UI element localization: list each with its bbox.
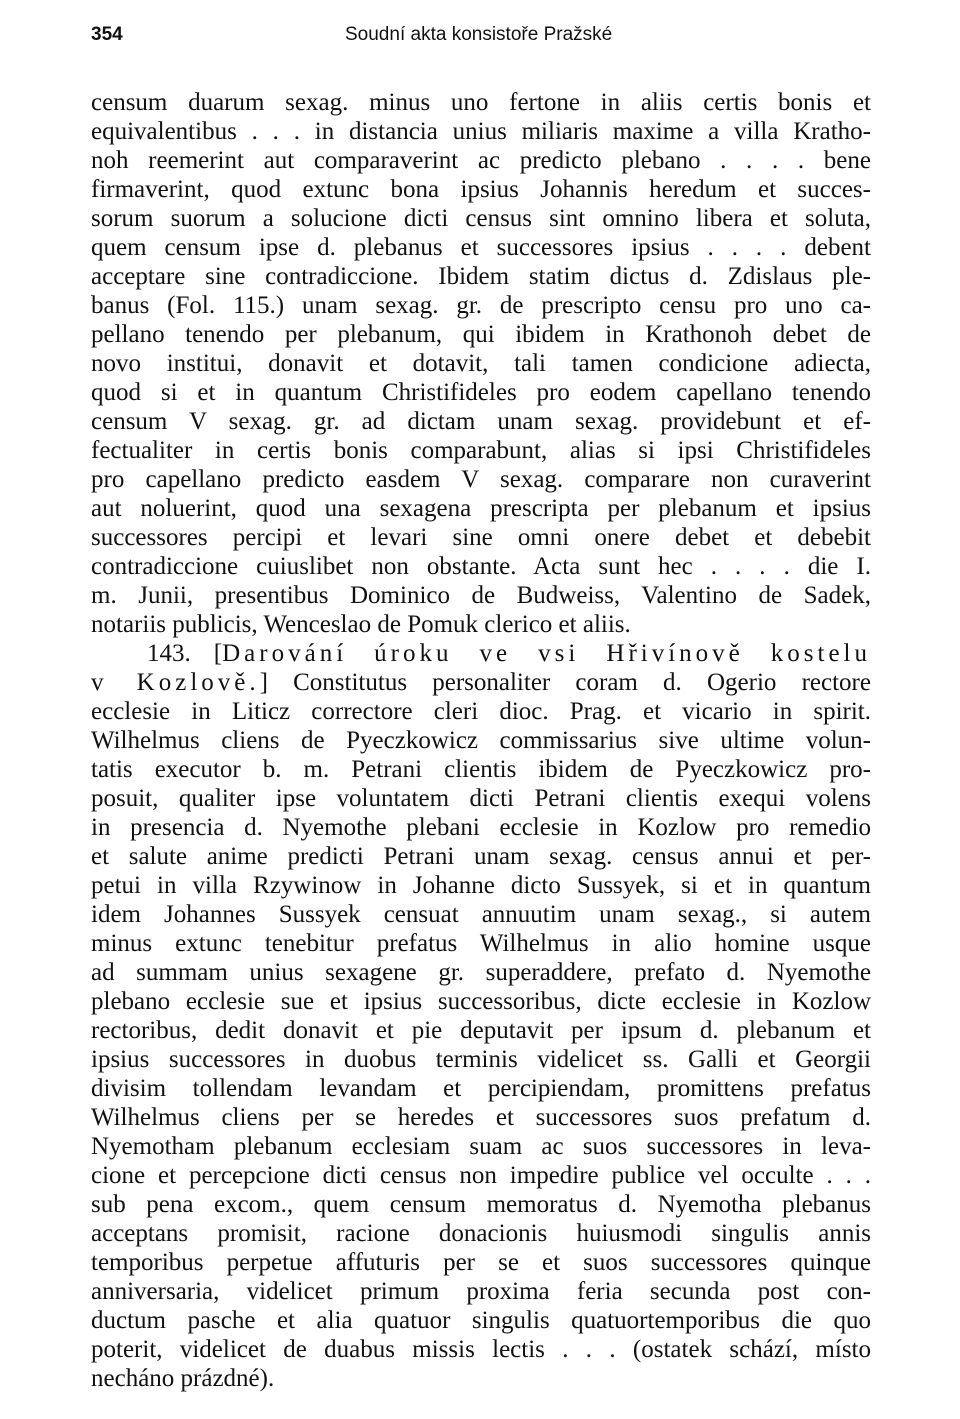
text-line: acceptans promisit, racione donacionis huiusmodi singulis annis [91, 1220, 871, 1247]
running-head-title: Soudní akta konsistoře Pražské [345, 24, 613, 45]
text-line: idem Johannes Sussyek censuat annuutim unam sexag., si autem [91, 901, 871, 928]
page-number: 354 [91, 24, 123, 45]
text-line: aut noluerint, quod una sexagena prescripta per plebanum et ipsius [91, 495, 871, 522]
text-line: ad summam unius sexagene gr. superaddere, prefato d. Nyemothe [91, 959, 871, 986]
running-head [91, 20, 871, 50]
text-line: acceptare sine contradiccione. Ibidem statim dictus d. Zdislaus ple- [91, 263, 871, 290]
text-line: petui in villa Rzywinow in Johanne dicto Sussyek, si et in quantum [91, 872, 871, 899]
text-line: censum duarum sexag. minus uno fertone in aliis certis bonis et [91, 89, 871, 116]
entry-142-continuation [91, 88, 871, 639]
text-line: Nyemotham plebanum ecclesiam suam ac suos successores in leva- [91, 1133, 871, 1160]
text-line: noh reemerint aut comparaverint ac predicto plebano . . . . bene [91, 147, 871, 174]
body-text [91, 88, 871, 1393]
text-line: firmaverint, quod extunc bona ipsius Johannis heredum et succes- [91, 176, 871, 203]
heading-bracket-open: [ [213, 640, 223, 667]
text-line: divisim tollendam levandam et percipiendam, promittens prefatus [91, 1075, 871, 1102]
text-line: necháno prázdné). [91, 1365, 275, 1392]
text-line: ecclesie in Liticz correctore cleri dioc. Prag. et vicario in spirit. [91, 698, 871, 725]
text-line: pro capellano predicto easdem V sexag. comparare non curaverint [91, 466, 871, 493]
text-line [91, 668, 871, 697]
text-line: rectoribus, dedit donavit et pie deputavit per ipsum d. plebanum et [91, 1017, 871, 1044]
entry-number: 143. [147, 640, 191, 667]
text-line: Wilhelmus cliens de Pyeczkowicz commissarius sive ultime volun- [91, 727, 871, 754]
text-line: censum V sexag. gr. ad dictam unam sexag. providebunt et ef- [91, 408, 871, 435]
text-line: novo institui, donavit et dotavit, tali tamen condicione adiecta, [91, 350, 871, 377]
text-line: pellano tenendo per plebanum, qui ibidem in Krathonoh debet de [91, 321, 871, 348]
text-line: successores percipi et levari sine omni onere debet et debebit [91, 524, 871, 551]
text-line: m. Junii, presentibus Dominico de Budweiss, Valentino de Sadek, [91, 582, 871, 609]
text-line: ductum pasche et alia quatuor singulis quatuortemporibus die quo [91, 1307, 871, 1334]
text-line: poterit, videlicet de duabus missis lectis . . . (ostatek schází, místo [91, 1336, 871, 1363]
text-line: fectualiter in certis bonis comparabunt, alias si ipsi Christifideles [91, 437, 871, 464]
entry-text-start: Constitutus personaliter coram d. Ogerio rectore [267, 669, 871, 696]
text-line: temporibus perpetue affuturis per se et suos successores quinque [91, 1249, 871, 1276]
text-line: posuit, qualiter ipse voluntatem dicti Petrani clientis exequi volens [91, 785, 871, 812]
text-line: notariis publicis, Wenceslao de Pomuk clerico et aliis. [91, 611, 631, 638]
text-line: ipsius successores in duobus terminis videlicet ss. Galli et Georgii [91, 1046, 871, 1073]
text-line: Wilhelmus cliens per se heredes et successores suos prefatum d. [91, 1104, 871, 1131]
text-line: quem censum ipse d. plebanus et successores ipsius . . . . debent [91, 234, 871, 261]
text-line: quod si et in quantum Christifideles pro eodem capellano tenendo [91, 379, 871, 406]
text-line: anniversaria, videlicet primum proxima feria secunda post con- [91, 1278, 871, 1305]
text-line: plebano ecclesie sue et ipsius successoribus, dicte ecclesie in Kozlow [91, 988, 871, 1015]
entry-heading-continued: v Kozlově. [91, 669, 260, 696]
text-line: sub pena excom., quem censum memoratus d. Nyemotha plebanus [91, 1191, 871, 1218]
text-line: cione et percepcione dicti census non impedire publice vel occulte . . . [91, 1162, 871, 1189]
entry-143 [91, 639, 871, 1393]
entry-heading: Darování úroku ve vsi Hřivínově kostelu [222, 640, 872, 667]
heading-bracket-close: ] [259, 669, 268, 696]
text-line: tatis executor b. m. Petrani clientis ibidem de Pyeczkowicz pro- [91, 756, 871, 783]
text-line: equivalentibus . . . in distancia unius miliaris maxime a villa Kratho- [91, 118, 871, 145]
entry-heading-line [91, 639, 871, 668]
text-line: contradiccione cuiuslibet non obstante. Acta sunt hec . . . . die I. [91, 553, 871, 580]
text-line: sorum suorum a solucione dicti census sint omnino libera et soluta, [91, 205, 871, 232]
text-line: minus extunc tenebitur prefatus Wilhelmus in alio homine usque [91, 930, 871, 957]
text-line: et salute anime predicti Petrani unam sexag. census annui et per- [91, 843, 871, 870]
text-line: in presencia d. Nyemothe plebani ecclesie in Kozlow pro remedio [91, 814, 871, 841]
text-line: banus (Fol. 115.) unam sexag. gr. de prescripto censu pro uno ca- [91, 292, 871, 319]
